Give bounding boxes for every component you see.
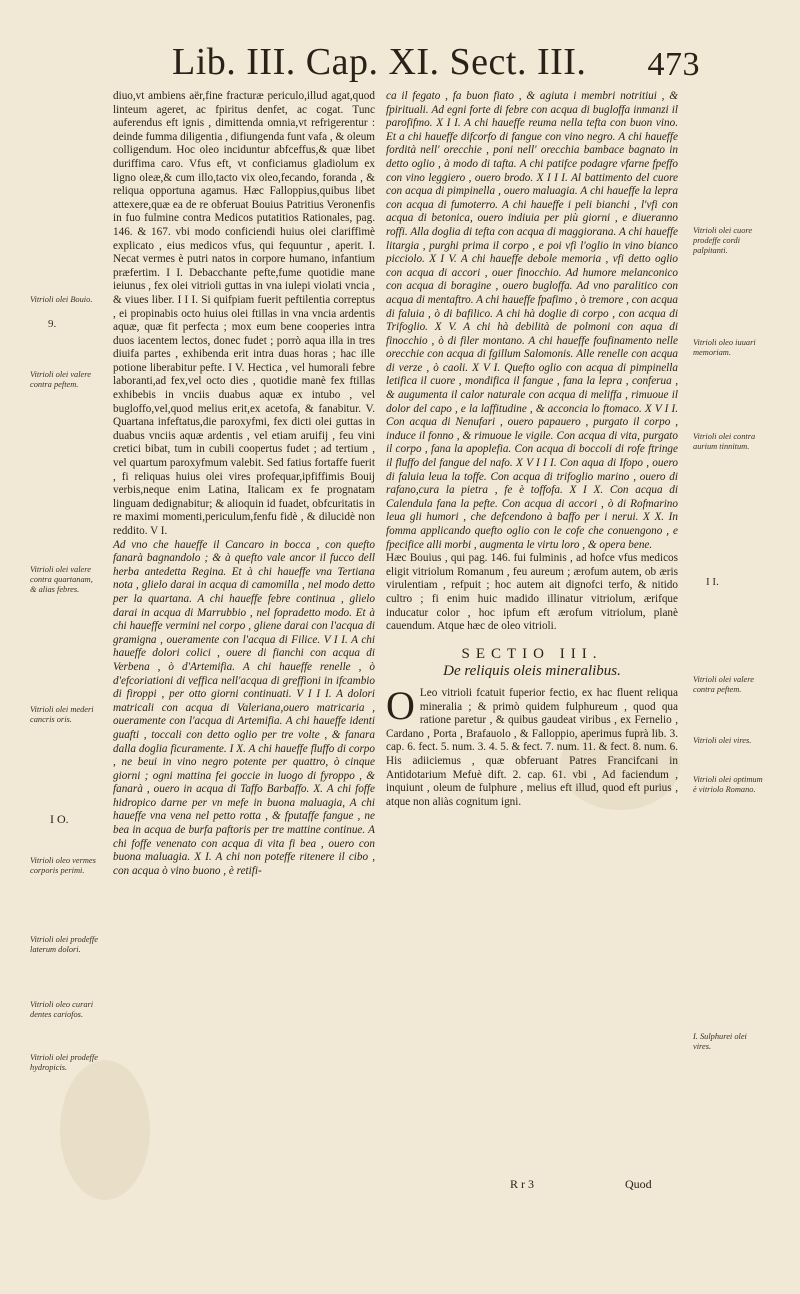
margin-note-right: Vitrioli olei optimum è vitriolo Romano. [693,775,763,794]
running-title: Lib. III. Cap. XI. Sect. III. [172,41,587,83]
drop-capital: O [386,682,415,728]
margin-note-left: Vitrioli oleo vermes corporis perimi. [30,856,96,875]
section-subtitle: De reliquis oleis mineralibus. [443,663,621,680]
margin-note-right: Vitrioli olei valere contra peftem. [693,675,754,694]
margin-note-right: I I. [706,576,719,588]
paper-stain [60,1060,150,1200]
margin-note-right: Vitrioli oleo iuuari memoriam. [693,338,756,357]
margin-note-left: Vitrioli olei Bouio. [30,295,93,304]
right-paragraph-latin: Hæc Bouius , qui pag. 146. fui fulminis , ad hofce vfus medicos eligit vitriolum Romanum , feu aureum ; ærofum autem, ob æris virulentiam , refpuit ; hoc autem ait dignofci terfo, & nitido cultro ; fi enim huic madido illinatur vitriolum, ærifque inducatur color , hoc ipfum eft ærofum vitriolum, planè cauendum. Atque hæc de oleo vitrioli. [386,552,678,633]
margin-note-left: Vitrioli oleo curari dentes cariofos. [30,1000,94,1019]
section-body-text: Leo vitrioli fcatuit fuperior fectio, ex hac fluent reliqua mineralia ; & primò quidem fulphureum , quod qua ratione paretur , & quibus gaudeat viribus , ex Fernelio , Cardano , Porta , Brafauolo , & Falloppio, aperimus fuprà lib. 3. cap. 6. fect. 5. num. 3. 4. 5. & fect. 7. num. 11. & fect. 8. num. 6. His adiiciemus , quæ obferuant Patres Francifcani in Antidotarium Mefuè dift. 2. cap. 61. vbi , Ad faciendum , inquiunt , oleum de fulphure , melius eft illud, quod eft purius , atque non aliàs cognitum igni. [386,686,678,808]
right-paragraph-italian: ca il fegato , fa buon fiato , & agiuta i membri notritiui , & fpirituali. Ad egni forte di febre con acqua di bugloffa inmanzi il parofifmo. X I I. A chi haueffe reuma nella tefta con buon vino. Et a chi haueffe difcorfo di fangue con vino negro. A chi haueffe fordità nell' orecchie , poni nell' orecchia bambace bagnato in detto oglio , à modo di tafta. A chi patifce podagre vfarne fpeffo con vino leggiero , ouero brodo. X I I I. Al battimento del cuore con acqua di pimpinella , ouero maluagia. A chi haueffe la lepra con acqua di fumoterro. A chi haueffe i peli bianchi , l'vfi con acqua di betonica, ouero indiuia per più giorni , e diueranno roffi. Alla doglia di tefta con acqua di maggiorana. A chi haueffe litargia , purghi prima il corpo , e poi vfi l'oglio in vino bianco picciolo. X I V. A chi haueffe debole memoria , vfi detto oglio con acqua di accori , ouer finocchio. Ad humore melanconico con acqua di boragine , ouero bugloffa. Ad vno paralitico con acqua di mentaftro. A chi haueffe fpafimo , ò tremore , con acqua di faluia , ò di bafilico. A chi hà doglie di corpo , con acqua di Trifoglio. X V. A chi hà debilità de polmoni con aqua di finocchio , ò di filer montano. A chi haueffe foufinamento nelle orecchie con acqua di fgillum Salomonis. Alle renelle con acqua di verze , ò caoli. X V I. Quefto oglio con acqua di pimpinella letifica il cuore , mondifica il fangue , fana la lepra , conferua , & augumenta il calor naturale con acqua di meliffa , rimuoue il dolor del capo , e la laffitudine , & acconcia lo ftomaco. X V I I. Con acqua di Nenufari , ouero papauero , purgato il corpo , induce il fonno , & rimuoue le vigile. Con acqua di vita, purgato il corpo , fana la apoplefia. Con acqua di boccoli di rofe ftringe il fluffo del fangue del nafo. X V I I I. Con aqua di Ifopo , ouero di faluia leua la toffe. Con acqua di trifoglio marino , ouero di rafano,cura la pietra , fe è toffofa. X I X. Con acqua di Calendula fana la pefte. Con acqua di accori , ò di Rofmarino leua gli humori , che defcendono à baffo per i nerui. X X. In fomma applicando quefto oglio con le cofe che conuengono , e fpecifice alli morbi , augmenta le virtu loro , & opera bene. [386,90,678,551]
margin-note-right: Vitrioli olei cuore prodeffe cordi palpitanti. [693,226,753,255]
running-header [140,40,700,90]
signature-mark: R r 3 [510,1177,534,1191]
margin-note-left: Vitrioli olei prodeffe laterum dolori. [30,935,98,954]
page-number: 473 [647,46,700,83]
margin-note-left: Vitrioli olei valere contra quartanam, & alias febres. [30,565,93,594]
margin-note-left: Vitrioli olei prodeffe hydropicis. [30,1053,98,1072]
margin-note-left: Vitrioli olei valere contra peftem. [30,370,91,389]
left-column [113,90,375,878]
margin-note-right: Vitrioli olei contra aurium tinnitum. [693,432,756,451]
left-paragraph-italian: Ad vno che haueffe il Cancaro in bocca , con quefto fanarà bagnandolo ; & à quefto vale ancor il fucco dell herba antedetta Regina. Et à chi haueffe vna Tertiana nota , glielo darai in acqua di camomilla , nel modo detto per la quartana. A chi haueffe febre continua , glielo darai in acqua di Marrubbio , nel fopradetto modo. Et à chi haueffe vermini nel corpo , gliene darai con l'acqua di gramigna , oueramente con l'acqua di Filice. V I I. A chi haueffe dolori colici , ouere di fianchi con acqua di Verbena , ò d'Artemifia. A chi haueffe renelle , ò d'efcoriationi di veffica nell'acqua di greffioni in ifcambio di firoppi , per otto giorni continuati. V I I I. A dolori matricali con acqua di Valeriana,ouero matricaria , oueramente con l'acqua di Artemifia. A chi haueffe identi guafti , toccali con detto oglio per tre volte , & fanara dalla doglia ficuramente. I X. A chi haueffe fluffo di corpo , ne beui in vino negro potente per quattro, ò cinque giorni ; ogni mattina fei goccie in luogo di fyroppo , & fanarà , ouero in acqua di Taffo Barbaffo. X. A chi foffe hidropico darne per vn mefe in buona maluagia, A chi haueffe vna vena nel petto rotta , & fputaffe fangue , ne bea in acqua de burfa paftoris per tre mattine continue. A chi foffe venenato con acqua di vita fi bea , ouero con buona maluagia. X I. A chi non poteffe ritenere il cibo , con acqua ò vino buono , è retifi- [113,538,375,877]
section-body [386,682,678,809]
left-paragraph-latin: diuo,vt ambiens aër,fine fracturæ periculo,illud agat,quod linteum ageret, ac fpiritus denfet, ac cogat. Tunc auferendus eft ignis , dimittenda omnia,vt refrigerentur : deinde fumma diligentia , difiungenda funt vafa , & oleum colligendum. Hoc oleo inciduntur abfceffus,& quæ libet duriffima caro. Vfus eft, vt conficiamus gladiolum ex ligno oleæ,& cum illo,tacto vix oleo,fecando, foranda , & reliqua opportuna agamus. Hæc Falloppius,quibus libet attexere,quæ ea de re obferuat Bouius Patritius Veronenfis in fuo fulmine contra Medicos putatitios Rationales, pag. 146. & 167. vbi modo conficiendi huius olei clariffimè explicato , eius medicos vfus, qui fequuntur , aperit. I. Necat vermes è putri natos in corpore humano, infantium præfertim. I I. Debacchante pefte,fume quotidie mane ieiunus , fex olei vitrioli guttas in vna iulepi violati vncia , & viues liber. I I I. Si quifpiam fuerit peftilentia correptus , ei propinabis octo huius olei ftillas in vna vncia ardentis aquæ, quæ fit perfecta ; mox eum bene cooperies intra duos iacentem lectos, donec fudet ; porrò aqua illa in tres diuifa partes , exhibenda erit intra duas horas ; hac ille potione liberabitur pefte. I V. Hectica , vel humorali febre laboranti,ad fex,vel octo dies , quotidie manè fex ftillas exhibebis in vnciis duabus aquæ ex intubo , vel bugloffo,vel,quod melius erit,ex acetofa, & fanabitur. V. Quartana infeftatus,die paroxyfmi, fex dicti olei guttas in duabus vnciis aquæ ardentis , vel etiam aruifij , feu vini cretici bibat, tum in cubili coopertus fudet ; ad tertium , vel quartum paroxyfmum valebit. Sed fatius fortaffe fuerit , fi reliquas huius olei vires profequar,ipfiffimis Bouij verbis,neque enim Latina, Italicam ex fe prognatam linguam dedignabitur; & alioquin id fuadet, obfcuritatis in re maximi momenti,periculum,fenfu fidè , & dilucidè non reddito. V I. [113,90,375,537]
catchword: Quod [625,1177,652,1191]
margin-note-left: 9. [48,318,57,330]
left-footer-mark: I O. [50,812,69,826]
right-column [386,90,678,809]
margin-note-right: Vitrioli olei vires. [693,736,752,745]
section-heading: SECTIO III. [461,645,603,662]
margin-note-left: Vitrioli olei mederi cancris oris. [30,705,94,724]
margin-note-right: I. Sulphurei olei vires. [693,1032,747,1051]
